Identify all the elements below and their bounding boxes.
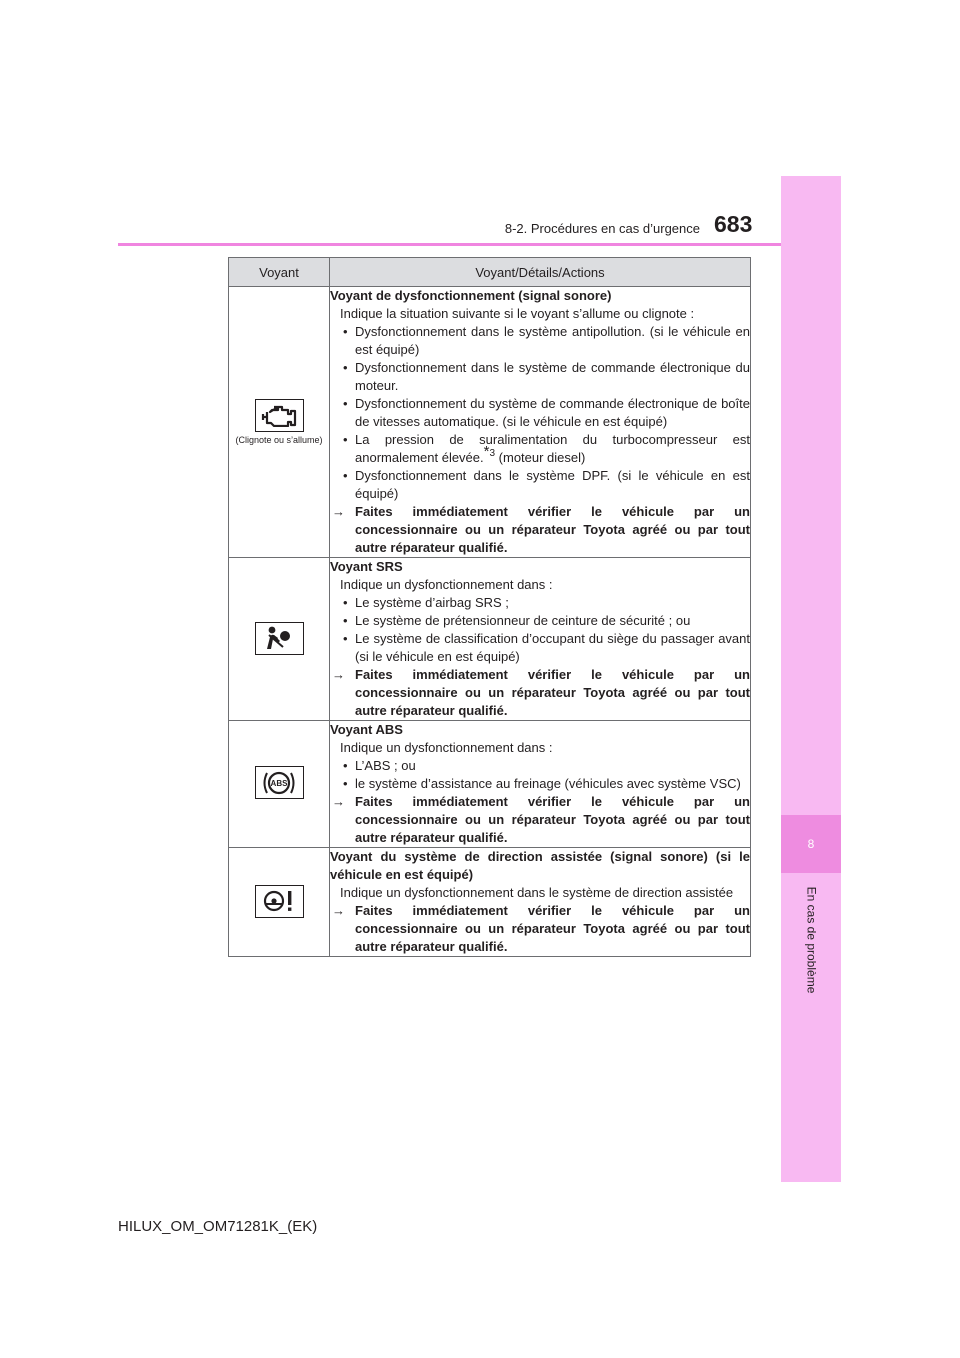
table-header-row [229,258,751,287]
details-cell [330,721,751,848]
list-item: • Le système de prétensionneur de ceinture de sécurité ; ou [340,612,750,630]
list-item: • L’ABS ; ou [340,757,750,775]
table-row [229,287,751,558]
power-steering-icon [255,885,304,918]
action-arrow: → [332,667,345,682]
icon-note: (Clignote ou s’allume) [235,435,323,445]
bullet-list [330,757,750,793]
table-row [229,848,751,957]
row-title: Voyant ABS [330,722,403,737]
indicator-cell [229,848,330,957]
page-number: 683 [714,211,753,237]
details-cell [330,287,751,558]
list-item: • Dysfonctionnement dans le système DPF. (si le véhicule en est équipé) [340,467,750,503]
details-cell [330,558,751,721]
column-header-indicator: Voyant [229,258,330,287]
bullet-list [330,323,750,503]
row-description: Indique la situation suivante si le voyant s’allume ou clignote : [340,306,695,321]
header-rule [118,243,781,246]
bullet-list [330,594,750,666]
action-text: → Faites immédiatement vérifier le véhicule par un concessionnaire ou un réparateur Toyota agréé ou par tout autre réparateur qualifié. [332,903,750,954]
list-item: • Le système de classification d’occupant du siège du passager avant (si le véhicule en est équipé) [340,630,750,666]
row-title: Voyant du système de direction assistée (signal sonore) (si le véhicule en est équipé) [330,849,750,882]
list-item: • Dysfonctionnement du système de commande électronique de boîte de vitesses automatique. (si le véhicule en est équipé) [340,395,750,431]
table-row [229,558,751,721]
action-arrow: → [332,794,345,809]
list-item: • le système d’assistance au freinage (véhicules avec système VSC) [340,775,750,793]
warning-lights-table [228,257,751,957]
table-row [229,721,751,848]
document-code: HILUX_OM_OM71281K_(EK) [118,1218,318,1235]
list-item: • La pression de suralimentation du turbocompresseur est anormalement élevée.$^{*3}$ (moteur diesel) [340,431,750,467]
footnote-ref: *3 [483,443,496,460]
list-item: • Dysfonctionnement dans le système antipollution. (si le véhicule en est équipé) [340,323,750,359]
indicator-cell [229,287,330,558]
details-cell [330,848,751,957]
action-arrow: → [332,903,345,918]
chapter-number: 8 [781,815,841,873]
row-title: Voyant SRS [330,559,403,574]
indicator-cell [229,721,330,848]
action-arrow: → [332,504,345,519]
action-text: → Faites immédiatement vérifier le véhicule par un concessionnaire ou un réparateur Toyota agréé ou par tout autre réparateur qualifié. [332,667,750,718]
abs-icon-text: ABS [270,778,288,788]
side-tab [781,176,841,1182]
row-description: Indique un dysfonctionnement dans : [340,740,553,755]
engine-check-icon [255,399,304,432]
row-description: Indique un dysfonctionnement dans le système de direction assistée [340,885,734,900]
list-item: • Le système d’airbag SRS ; [340,594,750,612]
action-text: → Faites immédiatement vérifier le véhicule par un concessionnaire ou un réparateur Toyota agréé ou par tout autre réparateur qualifié. [332,504,750,555]
column-header-details: Voyant/Détails/Actions [330,258,751,287]
section-title: 8-2. Procédures en cas d’urgence [504,221,700,236]
indicator-cell [229,558,330,721]
action-text: → Faites immédiatement vérifier le véhicule par un concessionnaire ou un réparateur Toyota agréé ou par tout autre réparateur qualifié. [332,794,750,845]
row-description: Indique un dysfonctionnement dans : [340,577,553,592]
abs-icon [255,766,304,799]
row-title: Voyant de dysfonctionnement (signal sonore) [330,288,612,303]
list-item: • Dysfonctionnement dans le système de commande électronique du moteur. [340,359,750,395]
chapter-title: En cas de problème [804,886,819,994]
srs-airbag-icon [255,622,304,655]
